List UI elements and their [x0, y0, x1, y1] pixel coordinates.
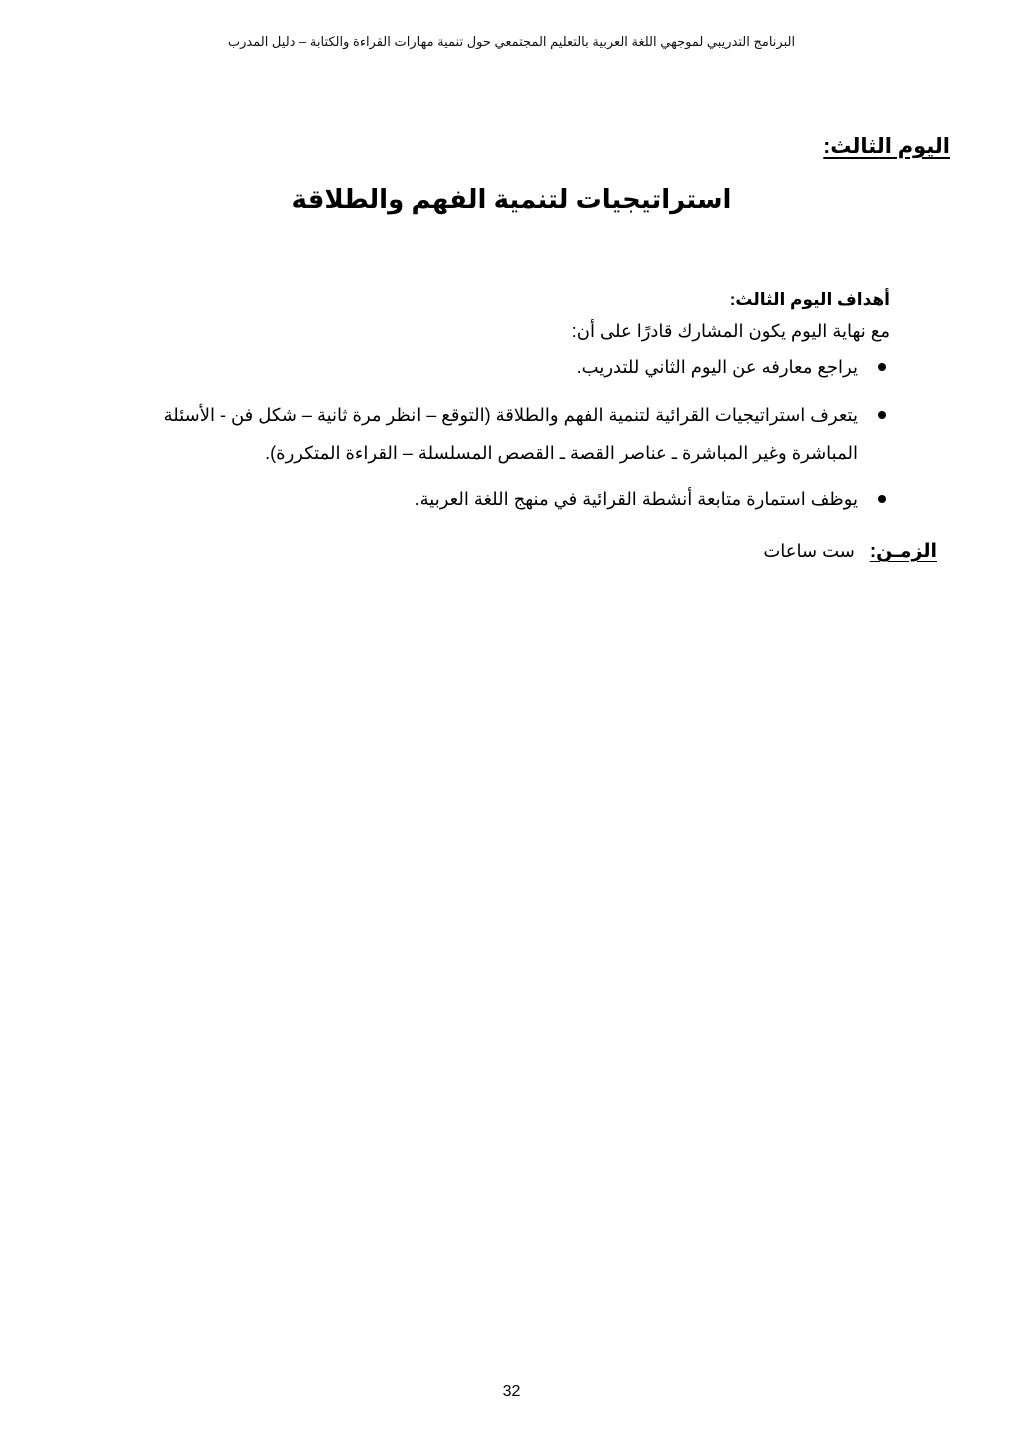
goal-text: يراجع معارفه عن اليوم الثاني للتدريب. [576, 357, 858, 377]
list-item [120, 396, 890, 472]
list-item [120, 480, 890, 518]
goal-text: يتعرف استراتيجيات القرائية لتنمية الفهم والطلاقة (التوقع – انظر مرة ثانية – شكل فن - الأسئلة المباشرة وغير المباشرة ـ عناصر القصة ـ القصص المسلسلة – القراءة المتكررة). [163, 405, 858, 463]
list-item [120, 352, 890, 382]
goals-heading: أهداف اليوم الثالث: [729, 290, 890, 309]
goals-intro: مع نهاية اليوم يكون المشارك قادرًا على أن: [571, 321, 890, 341]
time-row [763, 540, 937, 563]
bullet-icon [878, 363, 886, 371]
bullet-icon [878, 495, 886, 503]
running-header: البرنامج التدريبي لموجهي اللغة العربية بالتعليم المجتمعي حول تنمية مهارات القراءة والكتابة – دليل المدرب [227, 34, 796, 49]
page-number: 32 [502, 1383, 521, 1400]
time-label: الزمـن: [869, 541, 937, 562]
time-value: ست ساعات [763, 541, 855, 561]
bullet-icon [878, 411, 886, 419]
day-heading: اليوم الثالث: [823, 135, 950, 158]
goals-list [120, 352, 890, 526]
goal-text: يوظف استمارة متابعة أنشطة القرائية في منهج اللغة العربية. [414, 489, 858, 509]
page-title: استراتيجيات لتنمية الفهم والطلاقة [291, 184, 732, 214]
